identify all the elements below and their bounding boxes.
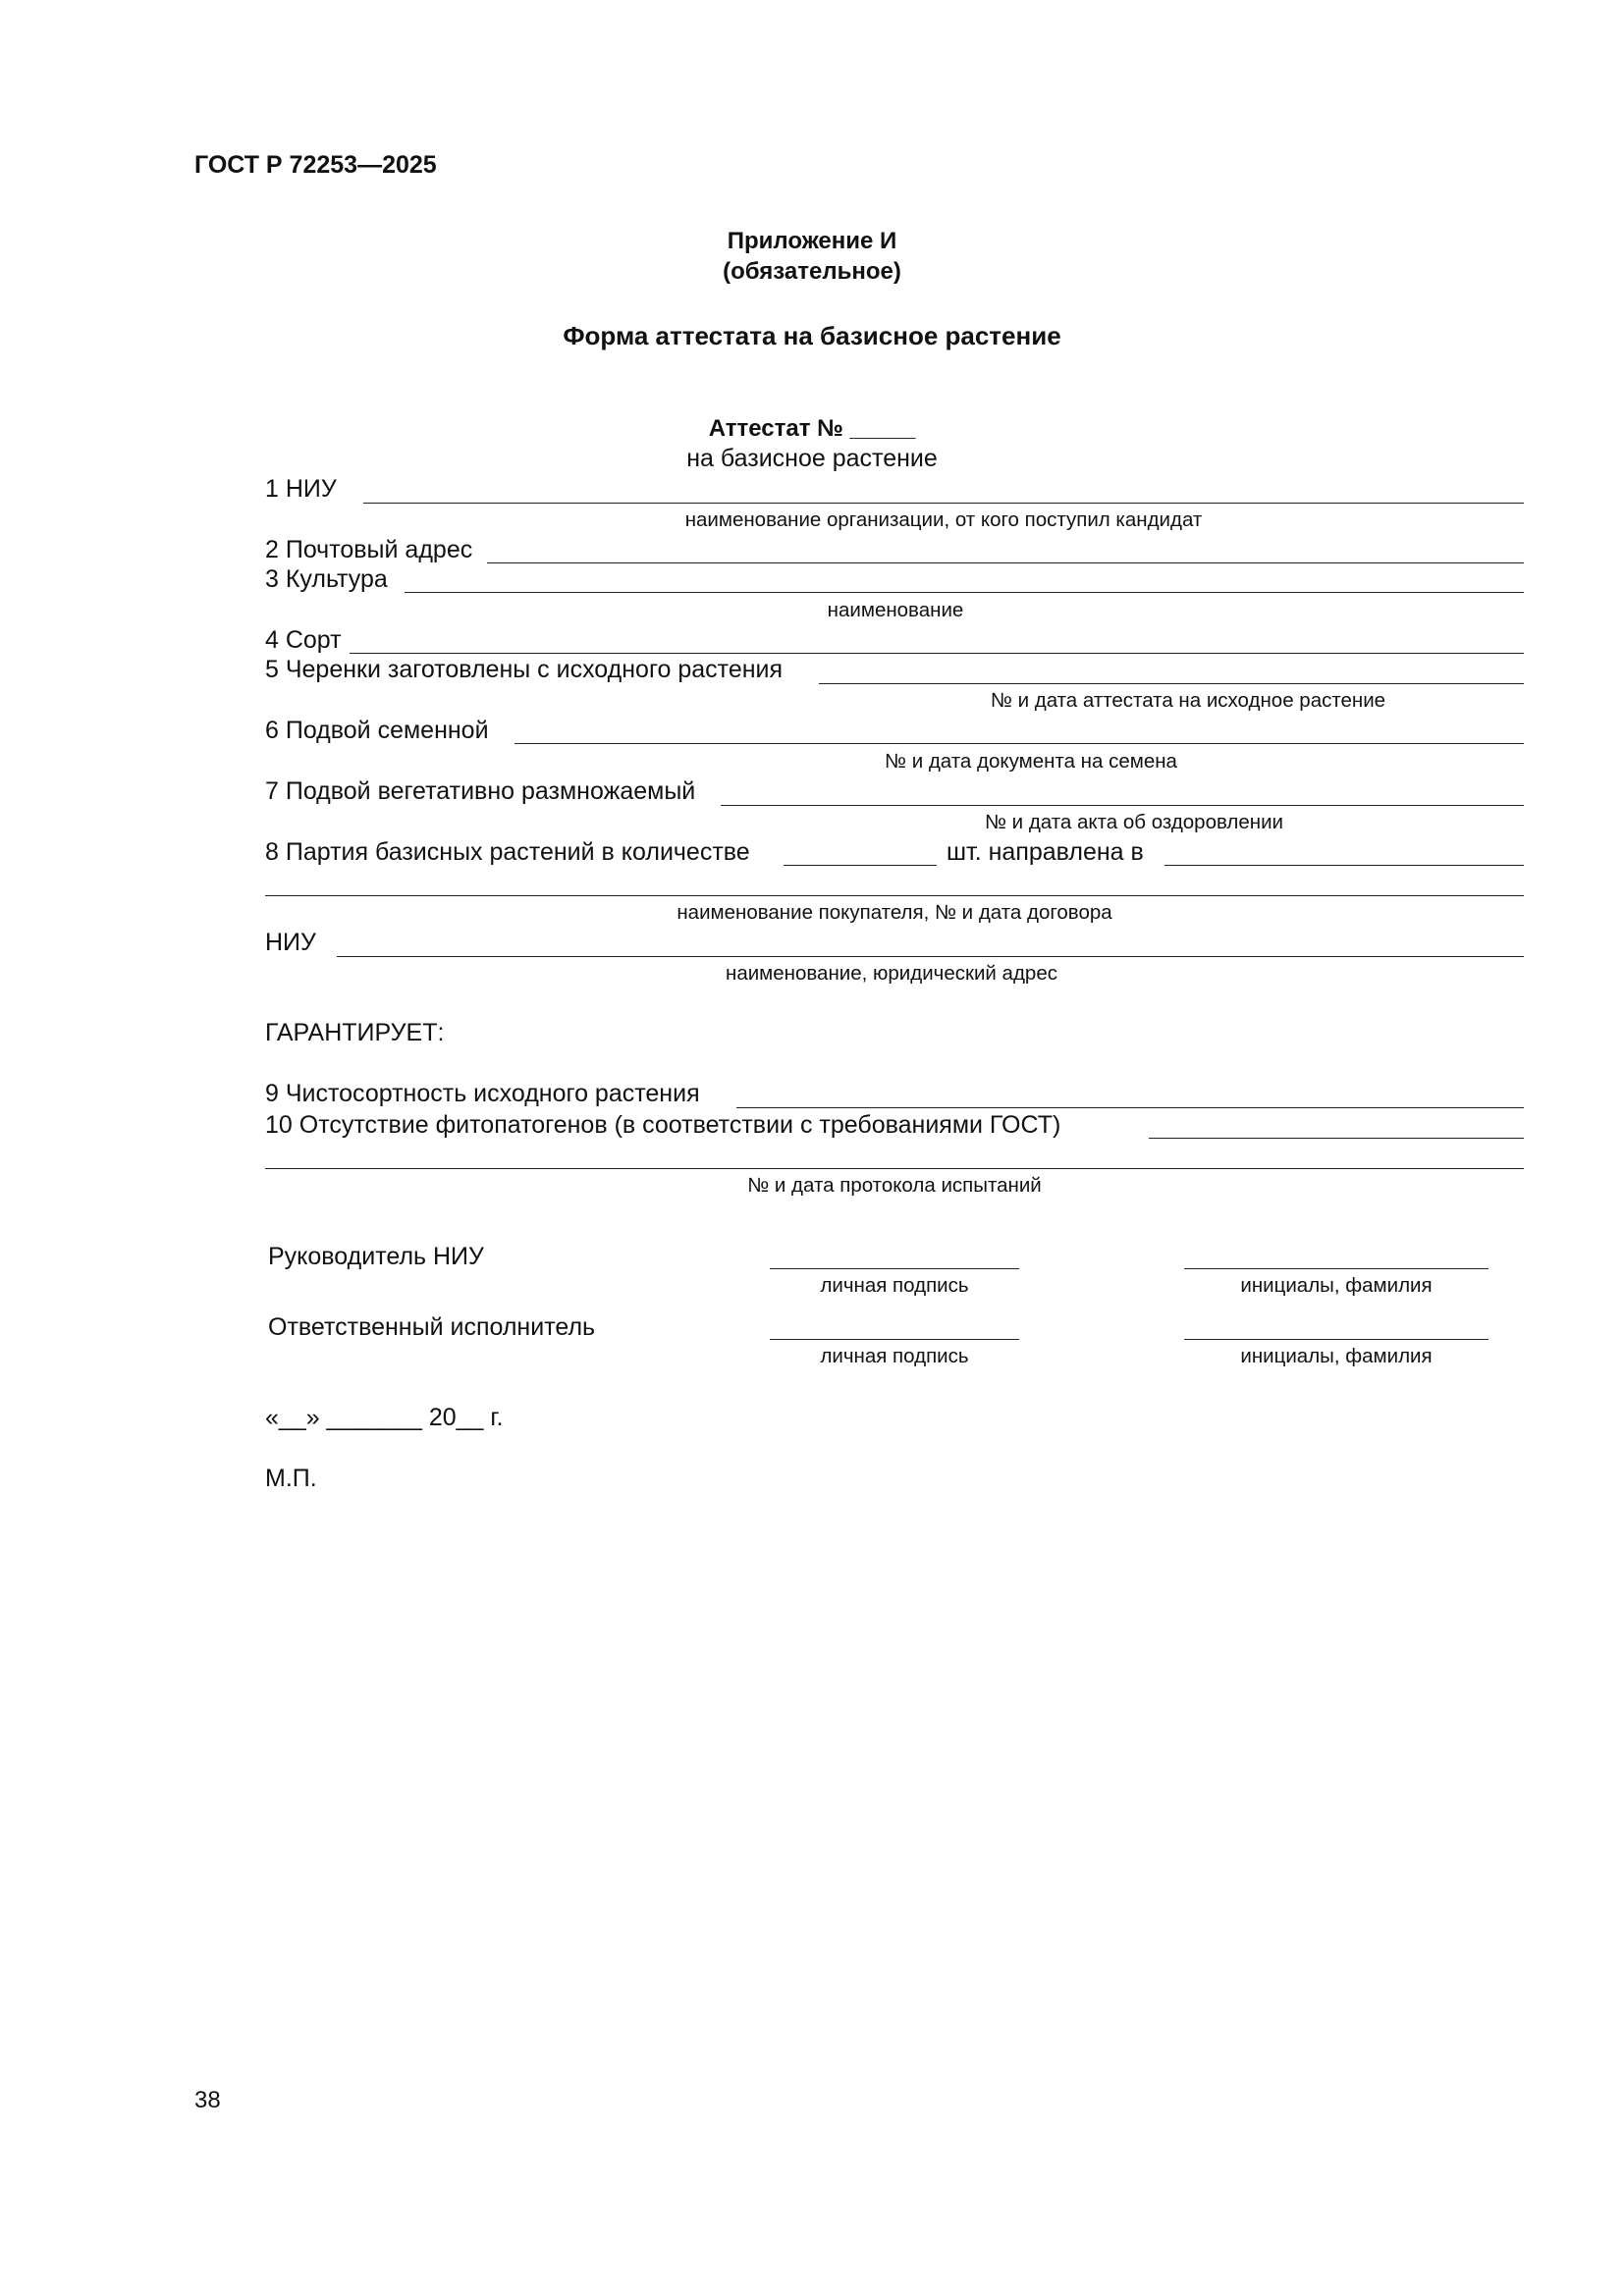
field-address-line[interactable] [487, 562, 1524, 563]
signature-executor-name-line[interactable] [1184, 1339, 1489, 1340]
field-batch-sent-label: шт. направлена в [947, 838, 1144, 866]
field-niu-label: 1 НИУ [265, 475, 337, 503]
signature-head-sign-caption: личная подпись [820, 1274, 969, 1297]
field-variety-line[interactable] [350, 653, 1524, 654]
stamp-placeholder: М.П. [265, 1465, 317, 1492]
field-niu-caption: наименование организации, от кого поступил кандидат [684, 508, 1203, 531]
guarantee-pathogens-line[interactable] [1149, 1138, 1524, 1139]
field-rootstock-seed-caption: № и дата документа на семена [885, 750, 1177, 773]
field-rootstock-seed-label: 6 Подвой семенной [265, 717, 489, 744]
appendix-status: (обязательное) [723, 258, 901, 285]
signature-head-label: Руководитель НИУ [268, 1243, 484, 1270]
field-rootstock-veg-label: 7 Подвой вегетативно размножаемый [265, 777, 696, 805]
signature-executor-sign-line[interactable] [770, 1339, 1019, 1340]
field-buyer-caption: наименование покупателя, № и дата договора [677, 901, 1112, 924]
guarantee-purity-line[interactable] [736, 1107, 1524, 1108]
field-address-label: 2 Почтовый адрес [265, 536, 473, 563]
field-cuttings-caption: № и дата аттестата на исходное растение [990, 689, 1386, 712]
field-niu-line[interactable] [363, 503, 1524, 504]
appendix-title: Приложение И [727, 228, 897, 254]
guarantee-pathogens-label: 10 Отсутствие фитопатогенов (в соответствии с требованиями ГОСТ) [265, 1111, 1061, 1139]
field-cuttings-label: 5 Черенки заготовлены с исходного растения [265, 656, 784, 683]
field-rootstock-seed-line[interactable] [514, 743, 1524, 744]
standard-header: ГОСТ Р 72253—2025 [194, 151, 437, 179]
date-field[interactable]: «__» _______ 20__ г. [265, 1404, 504, 1431]
signature-executor-sign-caption: личная подпись [820, 1345, 969, 1367]
form-title: Форма аттестата на базисное растение [563, 321, 1061, 350]
signature-head-sign-line[interactable] [770, 1268, 1019, 1269]
field-culture-caption: наименование [827, 599, 964, 621]
field-niu2-caption: наименование, юридический адрес [726, 962, 1057, 985]
field-rootstock-veg-caption: № и дата акта об оздоровлении [985, 811, 1283, 833]
guarantee-protocol-caption: № и дата протокола испытаний [747, 1174, 1042, 1197]
guarantee-purity-label: 9 Чистосортность исходного растения [265, 1080, 700, 1107]
signature-head-name-line[interactable] [1184, 1268, 1489, 1269]
field-batch-destination-line[interactable] [1164, 865, 1524, 866]
certificate-title: Аттестат № _____ [708, 415, 916, 442]
field-niu2-label: НИУ [265, 929, 316, 956]
page-number: 38 [194, 2087, 221, 2113]
signature-executor-label: Ответственный исполнитель [268, 1313, 596, 1341]
field-culture-label: 3 Культура [265, 565, 388, 593]
field-buyer-line[interactable] [265, 895, 1524, 896]
field-culture-line[interactable] [405, 592, 1524, 593]
field-cuttings-line[interactable] [819, 683, 1524, 684]
signature-head-name-caption: инициалы, фамилия [1240, 1274, 1433, 1297]
field-batch-quantity-line[interactable] [784, 865, 937, 866]
signature-executor-name-caption: инициалы, фамилия [1240, 1345, 1433, 1367]
guarantee-heading: ГАРАНТИРУЕТ: [265, 1019, 445, 1046]
field-rootstock-veg-line[interactable] [721, 805, 1524, 806]
field-batch-label: 8 Партия базисных растений в количестве [265, 838, 750, 866]
guarantee-protocol-line[interactable] [265, 1168, 1524, 1169]
field-variety-label: 4 Сорт [265, 626, 342, 654]
field-niu2-line[interactable] [337, 956, 1524, 957]
certificate-subtitle: на базисное растение [686, 445, 938, 472]
